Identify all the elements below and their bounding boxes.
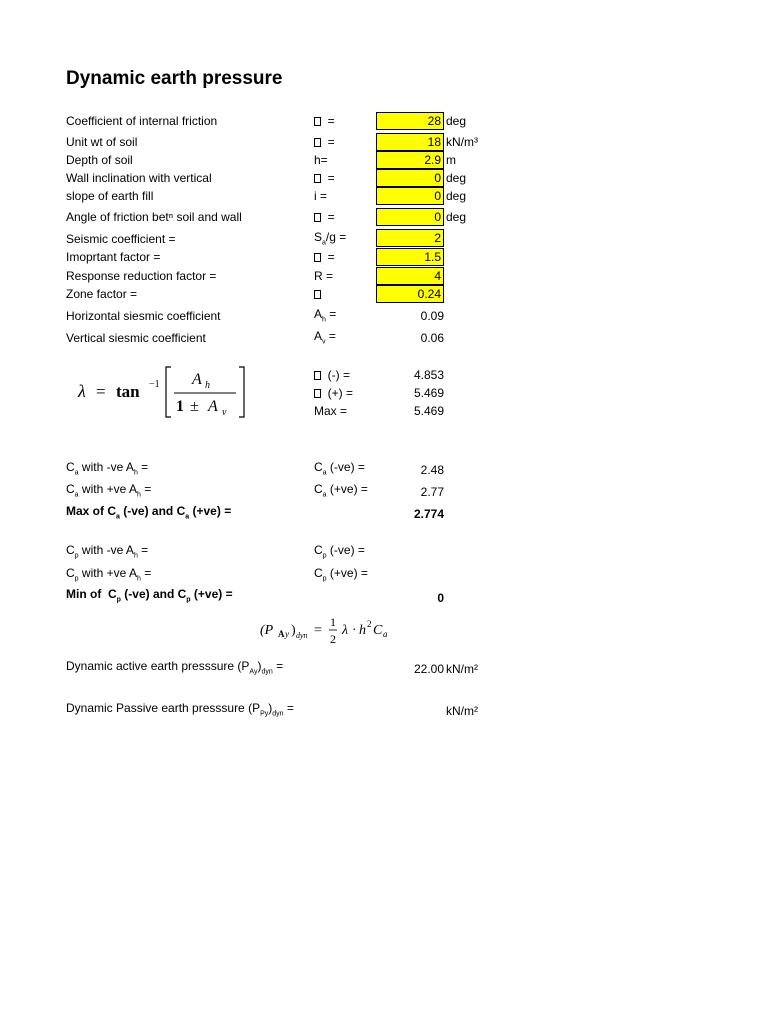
lambda-max-label: Max = bbox=[314, 404, 348, 418]
cp-pos-symbol: $C_p$ (+ve) = bbox=[314, 566, 368, 583]
input-response-reduction[interactable]: 4 bbox=[376, 267, 444, 285]
symbol-i-factor: = bbox=[314, 250, 335, 264]
svg-text:v: v bbox=[222, 407, 227, 418]
cp-neg-label: $C_p$ with -ve $A_h$ = bbox=[66, 543, 149, 560]
missing-glyph-icon bbox=[314, 290, 321, 299]
input-wall-friction[interactable]: 0 bbox=[376, 208, 444, 226]
unit-m: m bbox=[446, 153, 456, 167]
svg-text:C: C bbox=[373, 623, 383, 638]
unit-deg: deg bbox=[446, 189, 467, 203]
lambda-minus-label: (-) = bbox=[314, 368, 350, 382]
value-ah: 0.09 bbox=[420, 309, 444, 323]
missing-glyph-icon bbox=[314, 389, 321, 398]
missing-glyph-icon bbox=[314, 253, 321, 262]
value-av: 0.06 bbox=[420, 331, 444, 345]
svg-text:2: 2 bbox=[330, 632, 336, 646]
symbol-phi: = bbox=[314, 114, 335, 128]
svg-text:): ) bbox=[291, 623, 296, 638]
svg-text:=: = bbox=[96, 382, 106, 401]
svg-text:A: A bbox=[278, 629, 285, 639]
symbol-i: i = bbox=[314, 189, 328, 203]
active-pressure-unit: kN/m² bbox=[446, 662, 478, 676]
pay-formula bbox=[258, 612, 418, 652]
lambda-max-value: 5.469 bbox=[413, 404, 444, 418]
ca-neg-label: $C_a$ with -ve $A_h$ = bbox=[66, 460, 149, 477]
symbol-av: $A_v$ = bbox=[314, 329, 336, 346]
passive-pressure-label: Dynamic Passive earth presssure $(P_{Py})_{dyn}$ = bbox=[66, 701, 294, 718]
svg-text:1: 1 bbox=[330, 615, 336, 629]
symbol-ah: $A_h$ = bbox=[314, 307, 337, 324]
ca-neg-symbol: $C_a$ (-ve) = bbox=[314, 460, 365, 477]
label-unit-weight: Unit wt of soil bbox=[66, 135, 138, 149]
lambda-plus-label: (+) = bbox=[314, 386, 353, 400]
svg-text:a: a bbox=[383, 629, 388, 639]
label-internal-friction: Coefficient of internal friction bbox=[66, 114, 218, 128]
symbol-r: R = bbox=[314, 269, 334, 283]
label-vertical-coefficient: Vertical siesmic coefficient bbox=[66, 331, 206, 345]
symbol-gamma: = bbox=[314, 135, 335, 149]
svg-text:2: 2 bbox=[367, 619, 372, 629]
missing-glyph-icon bbox=[314, 371, 321, 380]
svg-text:·: · bbox=[352, 623, 357, 638]
svg-text:y: y bbox=[285, 629, 289, 639]
input-internal-friction[interactable]: 28 bbox=[376, 112, 444, 130]
missing-glyph-icon bbox=[314, 138, 321, 147]
cp-min-label: Min of $C_p$ (-ve) and $C_p$ (+ve) = bbox=[66, 587, 233, 604]
svg-text:λ: λ bbox=[78, 381, 86, 401]
ca-max-label: Max of $C_a$ (-ve) and $C_a$ (+ve) = bbox=[66, 504, 232, 521]
input-importance-factor[interactable]: 1.5 bbox=[376, 248, 444, 266]
input-slope[interactable]: 0 bbox=[376, 187, 444, 205]
svg-text:λ: λ bbox=[342, 623, 349, 638]
active-pressure-value: 22.00 bbox=[413, 662, 444, 676]
label-horizontal-coefficient: Horizontal siesmic coefficient bbox=[66, 309, 221, 323]
lambda-formula bbox=[74, 362, 254, 422]
symbol-alpha: = bbox=[314, 171, 335, 185]
svg-text:(P: (P bbox=[260, 623, 274, 638]
missing-glyph-icon bbox=[314, 117, 321, 126]
active-pressure-label: Dynamic active earth presssure $(P_{Ay})_{dyn}$ = bbox=[66, 659, 284, 676]
ca-max-value: 2.774 bbox=[413, 507, 444, 521]
label-response-reduction: Response reduction factor = bbox=[66, 269, 217, 283]
passive-pressure-unit: kN/m² bbox=[446, 704, 478, 718]
svg-text:±: ± bbox=[190, 398, 199, 415]
missing-glyph-icon bbox=[314, 174, 321, 183]
ca-pos-label: $C_a$ with +ve $A_h$ = bbox=[66, 482, 152, 499]
cp-neg-symbol: $C_p$ (-ve) = bbox=[314, 543, 365, 560]
symbol-h: h= bbox=[314, 153, 328, 167]
lambda-plus-value: 5.469 bbox=[413, 386, 444, 400]
input-seismic-coefficient[interactable]: 2 bbox=[376, 229, 444, 247]
label-seismic-coefficient: Seismic coefficient = bbox=[66, 232, 176, 246]
label-wall-friction: Angle of friction betⁿ soil and wall bbox=[66, 210, 242, 224]
svg-text:A: A bbox=[192, 371, 202, 388]
svg-text:h: h bbox=[359, 623, 366, 638]
label-depth: Depth of soil bbox=[66, 153, 133, 167]
unit-kn-m3: kN/m³ bbox=[446, 135, 478, 149]
page-title: Dynamic earth pressure bbox=[66, 68, 283, 89]
ca-pos-value: 2.77 bbox=[420, 485, 444, 499]
cp-min-value: 0 bbox=[437, 591, 444, 605]
symbol-delta: = bbox=[314, 210, 335, 224]
svg-text:tan: tan bbox=[116, 382, 140, 401]
svg-text:−1: −1 bbox=[149, 379, 160, 390]
unit-deg: deg bbox=[446, 171, 467, 185]
lambda-minus-value: 4.853 bbox=[413, 368, 444, 382]
cp-pos-label: $C_p$ with +ve $A_h$ = bbox=[66, 566, 152, 583]
label-wall-inclination: Wall inclination with vertical bbox=[66, 171, 212, 185]
input-depth[interactable]: 2.9 bbox=[376, 151, 444, 169]
unit-deg: deg bbox=[446, 114, 467, 128]
label-zone-factor: Zone factor = bbox=[66, 287, 138, 301]
ca-neg-value: 2.48 bbox=[420, 463, 444, 477]
svg-text:A: A bbox=[208, 398, 218, 415]
input-zone-factor[interactable]: 0.24 bbox=[376, 285, 444, 303]
symbol-sa-g: $S_a/g$ = bbox=[314, 230, 347, 247]
label-importance-factor: Imoprtant factor = bbox=[66, 250, 161, 264]
ca-pos-symbol: $C_a$ (+ve) = bbox=[314, 482, 368, 499]
missing-glyph-icon bbox=[314, 213, 321, 222]
svg-text:1: 1 bbox=[176, 398, 184, 415]
unit-deg: deg bbox=[446, 210, 467, 224]
svg-text:=: = bbox=[314, 623, 322, 638]
svg-text:dyn: dyn bbox=[296, 631, 308, 640]
input-wall-inclination[interactable]: 0 bbox=[376, 169, 444, 187]
input-unit-weight[interactable]: 18 bbox=[376, 133, 444, 151]
symbol-z bbox=[314, 287, 321, 301]
label-slope: slope of earth fill bbox=[66, 189, 154, 203]
svg-text:h: h bbox=[205, 380, 210, 391]
